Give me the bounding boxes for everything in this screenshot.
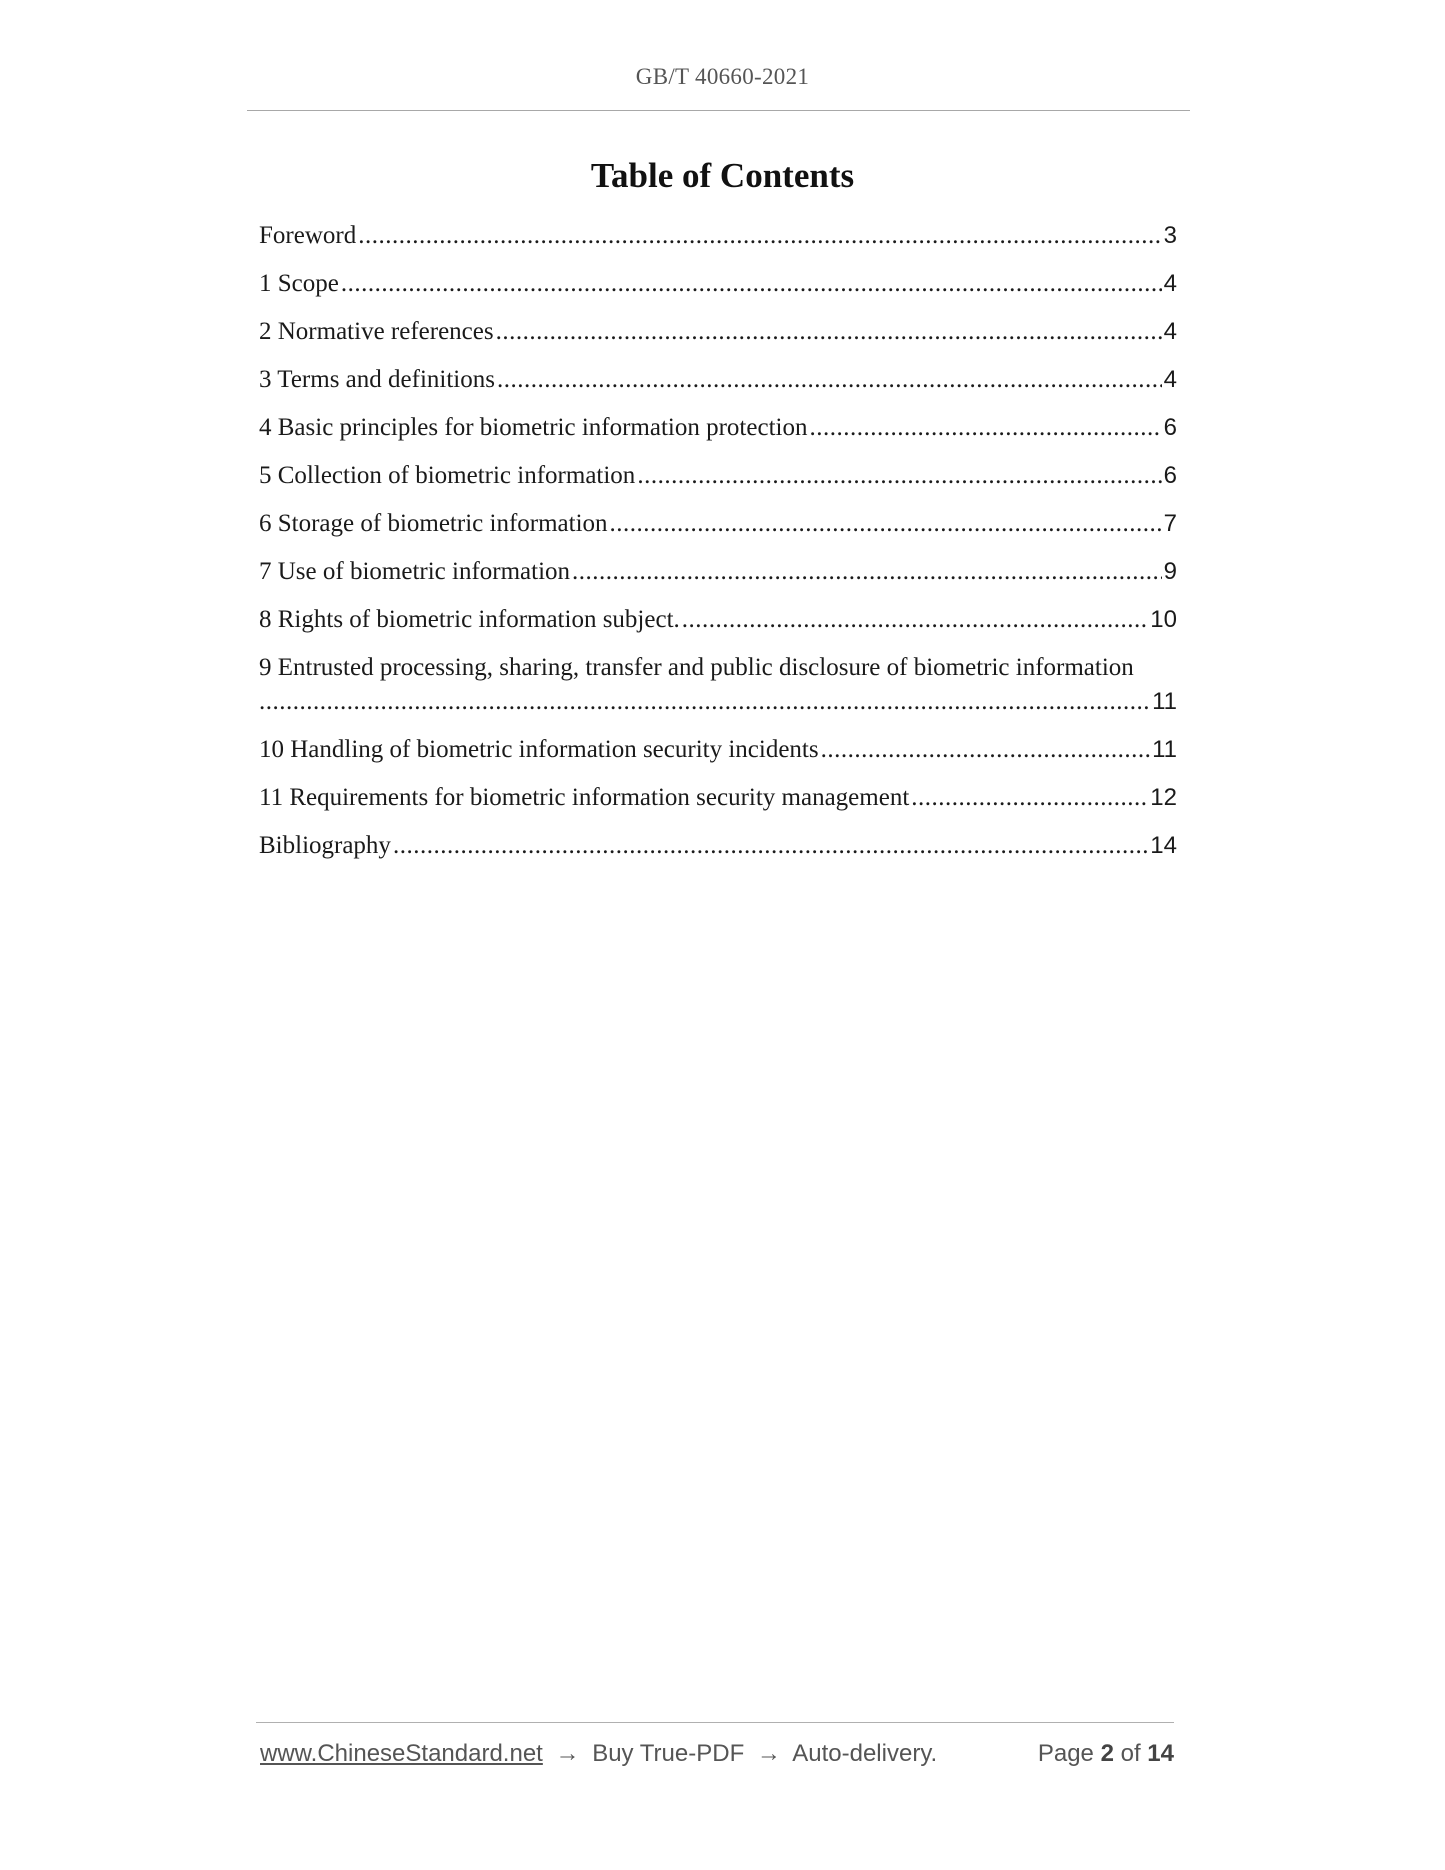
toc-entry-page: 14 [1150, 832, 1177, 859]
toc-entry-title: 4 Basic principles for biometric information protection [259, 414, 808, 441]
toc-entry-storage[interactable] [259, 510, 1177, 558]
toc-entry-title: 7 Use of biometric information [259, 558, 571, 585]
dot-leader [911, 784, 1148, 812]
toc-entry-page: 4 [1163, 366, 1177, 393]
dot-leader [572, 558, 1162, 586]
dot-leader [496, 318, 1162, 346]
dot-leader [809, 414, 1161, 442]
running-header: GB/T 40660-2021 [635, 64, 810, 89]
dot-leader [497, 366, 1162, 394]
dot-leader [637, 462, 1161, 490]
toc-entry-security-incidents[interactable] [259, 736, 1177, 784]
toc-entry-security-management[interactable] [259, 784, 1177, 832]
toc-entry-title: Foreword [259, 222, 357, 249]
toc-entry-page: 4 [1163, 318, 1177, 345]
toc-entry-page: 10 [1150, 606, 1177, 633]
footer-divider [256, 1722, 1174, 1723]
toc-entry-normative-references[interactable] [259, 318, 1177, 366]
toc-entry-title: Bibliography [259, 832, 391, 859]
toc-entry-title: 11 Requirements for biometric information security management [259, 784, 910, 811]
of-word: of [1120, 1740, 1141, 1767]
toc-entry-basic-principles[interactable] [259, 414, 1177, 462]
toc-entry-title: 5 Collection of biometric information [259, 462, 636, 489]
toc-entry-page: 11 [1152, 688, 1177, 715]
delivery-text: Auto-delivery. [792, 1740, 938, 1767]
current-page-number: 2 [1100, 1740, 1114, 1767]
buy-text: Buy True-PDF [592, 1740, 745, 1767]
toc-entry-page: 7 [1163, 510, 1177, 537]
toc-entry-bibliography[interactable] [259, 832, 1177, 880]
toc-entry-rights[interactable] [259, 606, 1177, 654]
toc-entry-terms-and-definitions[interactable] [259, 366, 1177, 414]
table-of-contents [259, 222, 1177, 880]
dot-leader [341, 270, 1162, 298]
toc-entry-page: 4 [1163, 270, 1177, 297]
toc-entry-title: 2 Normative references [259, 318, 494, 345]
toc-title: Table of Contents [590, 156, 855, 195]
toc-entry-foreword[interactable] [259, 222, 1177, 270]
toc-entry-title: 3 Terms and definitions [259, 366, 495, 393]
dot-leader [393, 832, 1148, 860]
toc-entry-page: 9 [1163, 558, 1177, 585]
arrow-right-icon: → [555, 1740, 580, 1767]
total-page-number: 14 [1147, 1740, 1174, 1767]
dot-leader [358, 222, 1161, 250]
dot-leader [259, 688, 1150, 716]
toc-entry-page: 12 [1150, 784, 1177, 811]
header-divider [247, 110, 1190, 111]
toc-entry-continuation [259, 688, 1177, 724]
toc-entry-use[interactable] [259, 558, 1177, 606]
page-word: Page [1037, 1740, 1094, 1767]
toc-entry-title: 10 Handling of biometric information security incidents [259, 736, 819, 763]
toc-entry-entrusted-processing[interactable] [259, 654, 1177, 724]
toc-entry-title: 6 Storage of biometric information [259, 510, 608, 537]
toc-entry-scope[interactable] [259, 270, 1177, 318]
dot-leader [610, 510, 1162, 538]
toc-entry-title: 1 Scope [259, 270, 339, 297]
site-link[interactable]: www.ChineseStandard.net [260, 1740, 543, 1767]
page-footer [260, 1740, 1174, 1768]
toc-entry-page: 6 [1163, 462, 1177, 489]
dot-leader [682, 606, 1149, 634]
toc-entry-page: 11 [1152, 736, 1177, 763]
toc-entry-title: 8 Rights of biometric information subject. [259, 606, 680, 633]
page-indicator [1038, 1740, 1174, 1768]
arrow-right-icon: → [756, 1740, 781, 1767]
toc-entry-page: 3 [1163, 222, 1177, 249]
toc-entry-title: 9 Entrusted processing, sharing, transfer and public disclosure of biometric information [259, 654, 1134, 681]
toc-entry-collection[interactable] [259, 462, 1177, 510]
dot-leader [821, 736, 1150, 764]
toc-entry-page: 6 [1163, 414, 1177, 441]
